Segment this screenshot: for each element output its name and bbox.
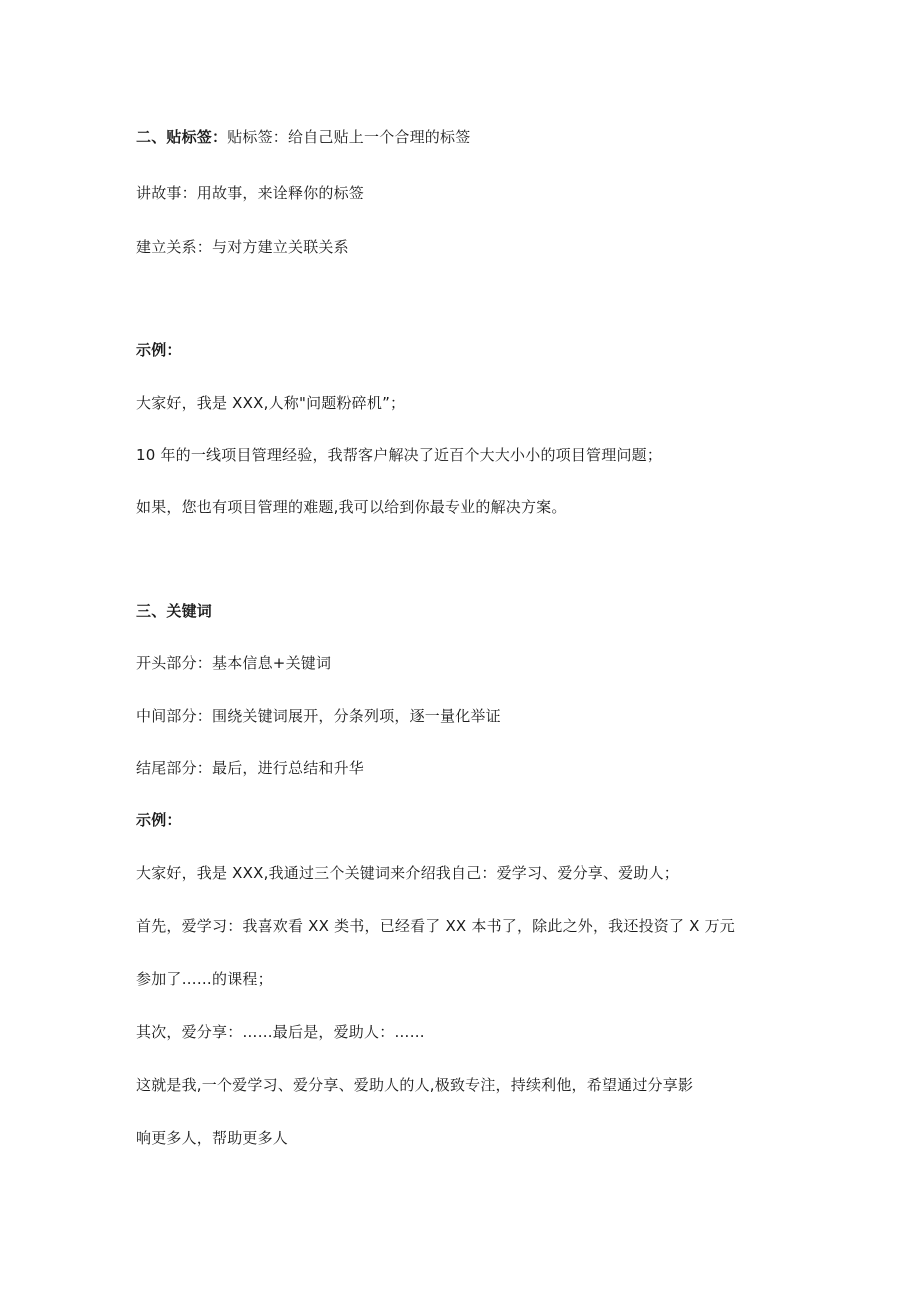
story-line: 讲故事：用故事，来诠释你的标签: [136, 184, 365, 202]
example-two-line-3: 参加了……的课程；: [136, 970, 273, 988]
relation-line: 建立关系：与对方建立关联关系: [136, 238, 349, 256]
example-one-line-3: 如果，您也有项目管理的难题,我可以给到你最专业的解决方案。: [136, 498, 567, 516]
example-two-line-1: 大家好，我是 XXX,我通过三个关键词来介绍我自己：爱学习、爱分享、爱助人；: [136, 864, 679, 882]
section-two-heading: 二、贴标签：: [136, 128, 228, 146]
example-two-line-5: 这就是我,一个爱学习、爱分享、爱助人的人,极致专注，持续利他，希望通过分享影: [136, 1076, 694, 1094]
middle-line: 中间部分：围绕关键词展开，分条列项，逐一量化举证: [136, 707, 501, 725]
ending-line: 结尾部分：最后，进行总结和升华: [136, 759, 365, 777]
example-two-label: 示例：: [136, 811, 182, 829]
example-one-line-2: 10 年的一线项目管理经验，我帮客户解决了近百个大大小小的项目管理问题；: [136, 446, 663, 464]
section-two-heading-text: 贴标签：给自己贴上一个合理的标签: [227, 128, 471, 146]
example-two-line-4: 其次，爱分享：……最后是，爱助人：……: [136, 1023, 425, 1041]
section-two-heading-line: [136, 127, 470, 147]
example-one-line-1: 大家好，我是 XXX,人称"问题粉碎机”；: [136, 394, 406, 412]
section-three-heading: 三、关键词: [136, 602, 213, 620]
opening-line: 开头部分：基本信息+关键词: [136, 654, 332, 672]
example-two-line-2: 首先，爱学习：我喜欢看 XX 类书，已经看了 XX 本书了，除此之外，我还投资了 X 万元: [136, 917, 735, 935]
example-two-line-6: 响更多人，帮助更多人: [136, 1129, 289, 1147]
example-one-label: 示例：: [136, 341, 182, 359]
